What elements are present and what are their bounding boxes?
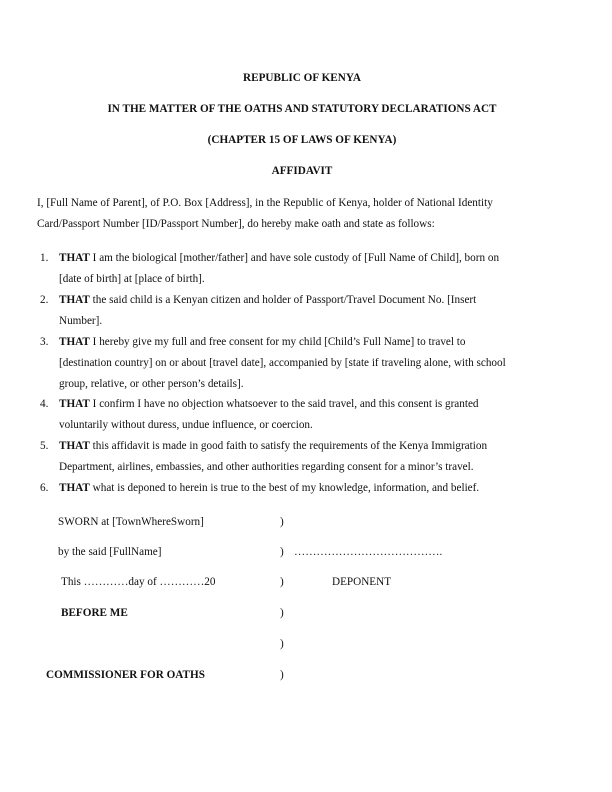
clause-keyword: THAT xyxy=(59,440,90,452)
clause-keyword: THAT xyxy=(59,294,90,306)
clause-keyword: THAT xyxy=(59,336,90,348)
clause-line xyxy=(59,481,479,495)
bracket: ) xyxy=(280,516,284,528)
clause-line: group, relative, or other person’s details]. xyxy=(59,378,244,390)
clause-number: 3. xyxy=(40,336,49,348)
bracket: ) xyxy=(280,546,284,558)
clause-line: voluntarily without duress, undue influence, or coercion. xyxy=(59,419,313,431)
clause-line: Number]. xyxy=(59,315,103,327)
clause-line: [destination country] on or about [travel date], accompanied by [state if traveling alone, with school xyxy=(59,357,506,369)
heading-matter: IN THE MATTER OF THE OATHS AND STATUTORY DECLARATIONS ACT xyxy=(107,103,497,115)
clause-number: 4. xyxy=(40,398,49,410)
bracket: ) xyxy=(280,607,284,619)
heading-chapter: (CHAPTER 15 OF LAWS OF KENYA) xyxy=(207,134,397,146)
clause-number: 5. xyxy=(40,440,49,452)
clause-line xyxy=(59,251,499,265)
clause-number: 2. xyxy=(40,294,49,306)
clause-line xyxy=(59,293,476,307)
clause-keyword: THAT xyxy=(59,482,90,494)
bracket: ) xyxy=(280,576,284,588)
clause-line: [date of birth] at [place of birth]. xyxy=(59,273,205,285)
clause-keyword: THAT xyxy=(59,252,90,264)
sworn-at-label: SWORN at [TownWhereSworn] xyxy=(58,516,204,528)
heading-country: REPUBLIC OF KENYA xyxy=(243,72,361,84)
before-me-label: BEFORE ME xyxy=(61,607,128,619)
clause-text: this affidavit is made in good faith to satisfy the requirements of the Kenya Immigration xyxy=(89,440,488,452)
clause-number: 6. xyxy=(40,482,49,494)
by-the-said-label: by the said [FullName] xyxy=(58,546,162,558)
clause-line: Department, airlines, embassies, and other authorities regarding consent for a minor’s travel. xyxy=(59,461,474,473)
clause-line xyxy=(59,439,487,453)
clause-line xyxy=(59,335,466,349)
clause-text: I hereby give my full and free consent for my child [Child’s Full Name] to travel to xyxy=(89,336,466,348)
clause-text: what is deponed to herein is true to the best of my knowledge, information, and belief. xyxy=(89,482,480,494)
deponent-label: DEPONENT xyxy=(332,576,392,588)
clause-text: I am the biological [mother/father] and have sole custody of [Full Name of Child], born on xyxy=(89,252,500,264)
clause-line xyxy=(59,397,479,411)
clause-number: 1. xyxy=(40,252,49,264)
clause-keyword: THAT xyxy=(59,398,90,410)
bracket: ) xyxy=(280,638,284,650)
date-line: This …………day of …………20 xyxy=(61,576,216,588)
deponent-signature-line: …………………………………. xyxy=(294,546,443,558)
bracket: ) xyxy=(280,669,284,681)
clause-text: the said child is a Kenyan citizen and holder of Passport/Travel Document No. [Insert xyxy=(89,294,477,306)
intro-line: Card/Passport Number [ID/Passport Number], do hereby make oath and state as follows: xyxy=(37,218,435,230)
commissioner-for-oaths-label: COMMISSIONER FOR OATHS xyxy=(46,669,205,681)
clause-text: I confirm I have no objection whatsoever to the said travel, and this consent is granted xyxy=(89,398,479,410)
document-title: AFFIDAVIT xyxy=(271,165,333,177)
intro-line: I, [Full Name of Parent], of P.O. Box [Address], in the Republic of Kenya, holder of National Identity xyxy=(37,197,493,209)
